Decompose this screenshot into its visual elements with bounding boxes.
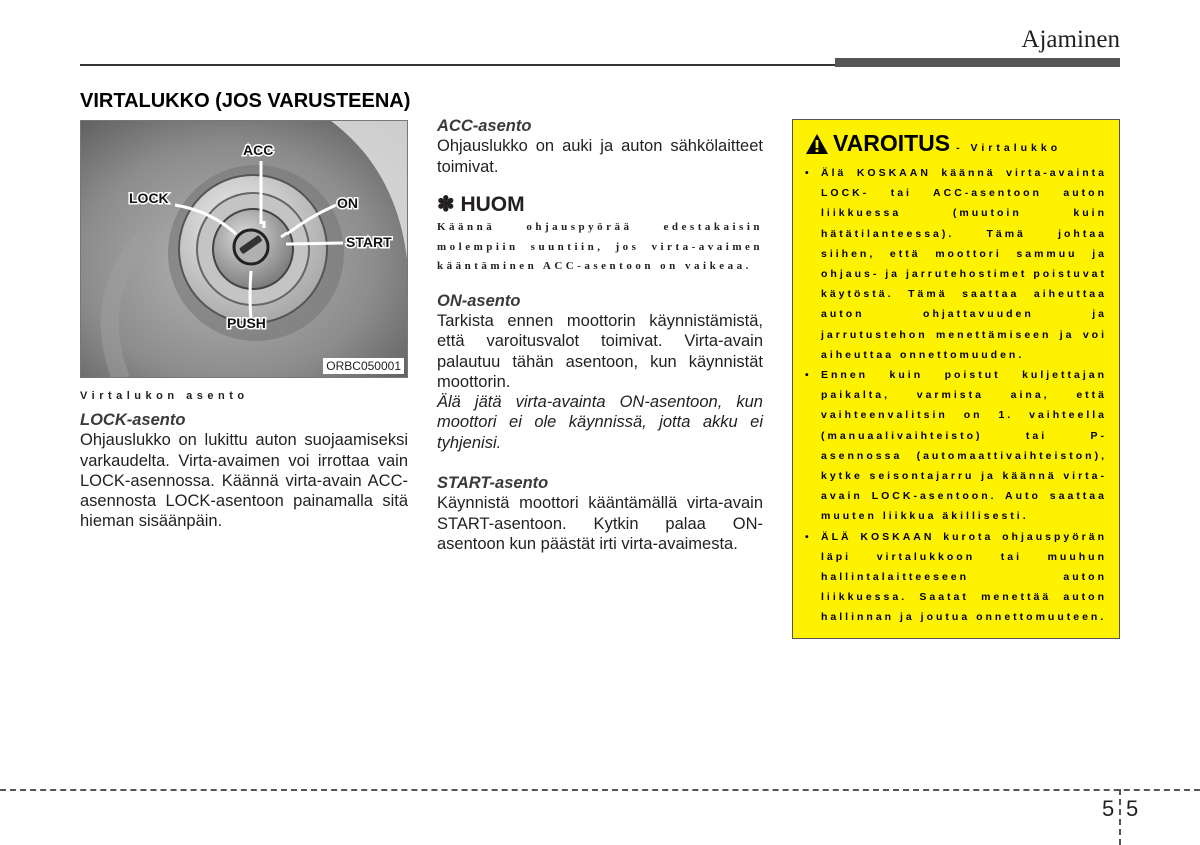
note-title (437, 192, 763, 216)
warning-title: VAROITUS (833, 130, 951, 156)
warning-item: • Älä KOSKAAN käännä virta-avainta LOCK- tai ACC-asentoon auton liikkuessa (muutoin kuin hätätilanteessa). Tämä johtaa siihen, että moottori sammuu ja ohjaus- ja jarrutehostimet poistuvat käytöstä. Tämä saattaa aiheuttaa auton ohjattavuuden ja jarrutustehon menettämiseen ja voi aiheuttaa onnettomuuden. (805, 163, 1107, 365)
footer-divider (1119, 789, 1121, 845)
lock-position-heading: LOCK-asento (80, 411, 186, 429)
middle-text-column (437, 116, 763, 554)
push-label: PUSH (227, 315, 266, 331)
note-title-text: HUOM (460, 192, 525, 216)
page-number-page: 5 (1126, 796, 1139, 821)
on-position-heading: ON-asento (437, 291, 521, 310)
start-label: START (346, 234, 392, 250)
warning-list (805, 163, 1107, 628)
footer-rule (0, 789, 1200, 791)
ignition-switch-figure (80, 120, 408, 378)
section-title: VIRTALUKKO (JOS VARUSTEENA) (80, 90, 411, 112)
on-position-warning-text: Älä jätä virta-avainta ON-asentoon, kun moottori ei ole käynnissä, jotta akku ei tyhjenisi. (437, 393, 763, 452)
acc-position-text: Ohjauslukko on auki ja auton sähkölaitteet toimivat. (437, 137, 763, 176)
left-text-column (80, 410, 408, 532)
header-rule-accent (835, 58, 1120, 67)
warning-header (805, 130, 1107, 157)
note-symbol-icon: ✽ (437, 192, 455, 216)
header-rule (80, 64, 836, 66)
start-position-text: Käynnistä moottori kääntämällä virta-avain START-asentoon. Kytkin palaa ON-asentoon kun päästät irti virta-avaimesta. (437, 494, 763, 553)
lock-position-text: Ohjauslukko on lukittu auton suojaamiseksi varkaudelta. Virta-avaimen voi irrottaa vain LOCK-asennossa. Käännä virta-avain ACC-asennosta LOCK-asentoon painamalla sitä hieman sisäänpäin. (80, 431, 408, 531)
warning-triangle-icon (805, 133, 829, 155)
lock-label: LOCK (129, 190, 169, 206)
note-text: Käännä ohjauspyörää edestakaisin molempiin suuntiin, jos virta-avaimen kääntäminen ACC-asentoon on vaikeaa. (437, 221, 763, 273)
acc-position-heading: ACC-asento (437, 117, 532, 135)
page-number-chapter: 5 (1102, 796, 1115, 821)
on-label: ON (337, 195, 358, 211)
figure-caption: Virtalukon asento (80, 390, 249, 402)
warning-item: • Ennen kuin poistut kuljettajan paikalta, varmista aina, että vaihteenvalitsin on 1. vaihteella (manuaalivaihteisto) tai P-asennossa (automaattivaihteiston), kytke seisontajarru ja käännä virta-avain LOCK-asentoon. Auto saattaa muuten liikkua äkillisesti. (805, 365, 1107, 527)
start-position-heading: START-asento (437, 474, 549, 493)
warning-subtitle: - Virtalukko (956, 142, 1062, 154)
on-position-text: Tarkista ennen moottorin käynnistämistä, että varoitusvalot toimivat. Virta-avain palautuu tähän asentoon, kun käynnistät moottorin. (437, 311, 763, 391)
acc-label: ACC (243, 142, 274, 158)
warning-box (792, 119, 1120, 639)
figure-code: ORBC050001 (323, 358, 404, 374)
warning-item: • ÄLÄ KOSKAAN kurota ohjauspyörän läpi virtalukkoon tai muuhun hallintalaitteeseen auton liikkuessa. Saatat menettää auton hallinnan ja joutua onnettomuuteen. (805, 527, 1107, 628)
chapter-title: Ajaminen (1021, 26, 1120, 53)
ignition-switch-illustration (81, 121, 408, 378)
